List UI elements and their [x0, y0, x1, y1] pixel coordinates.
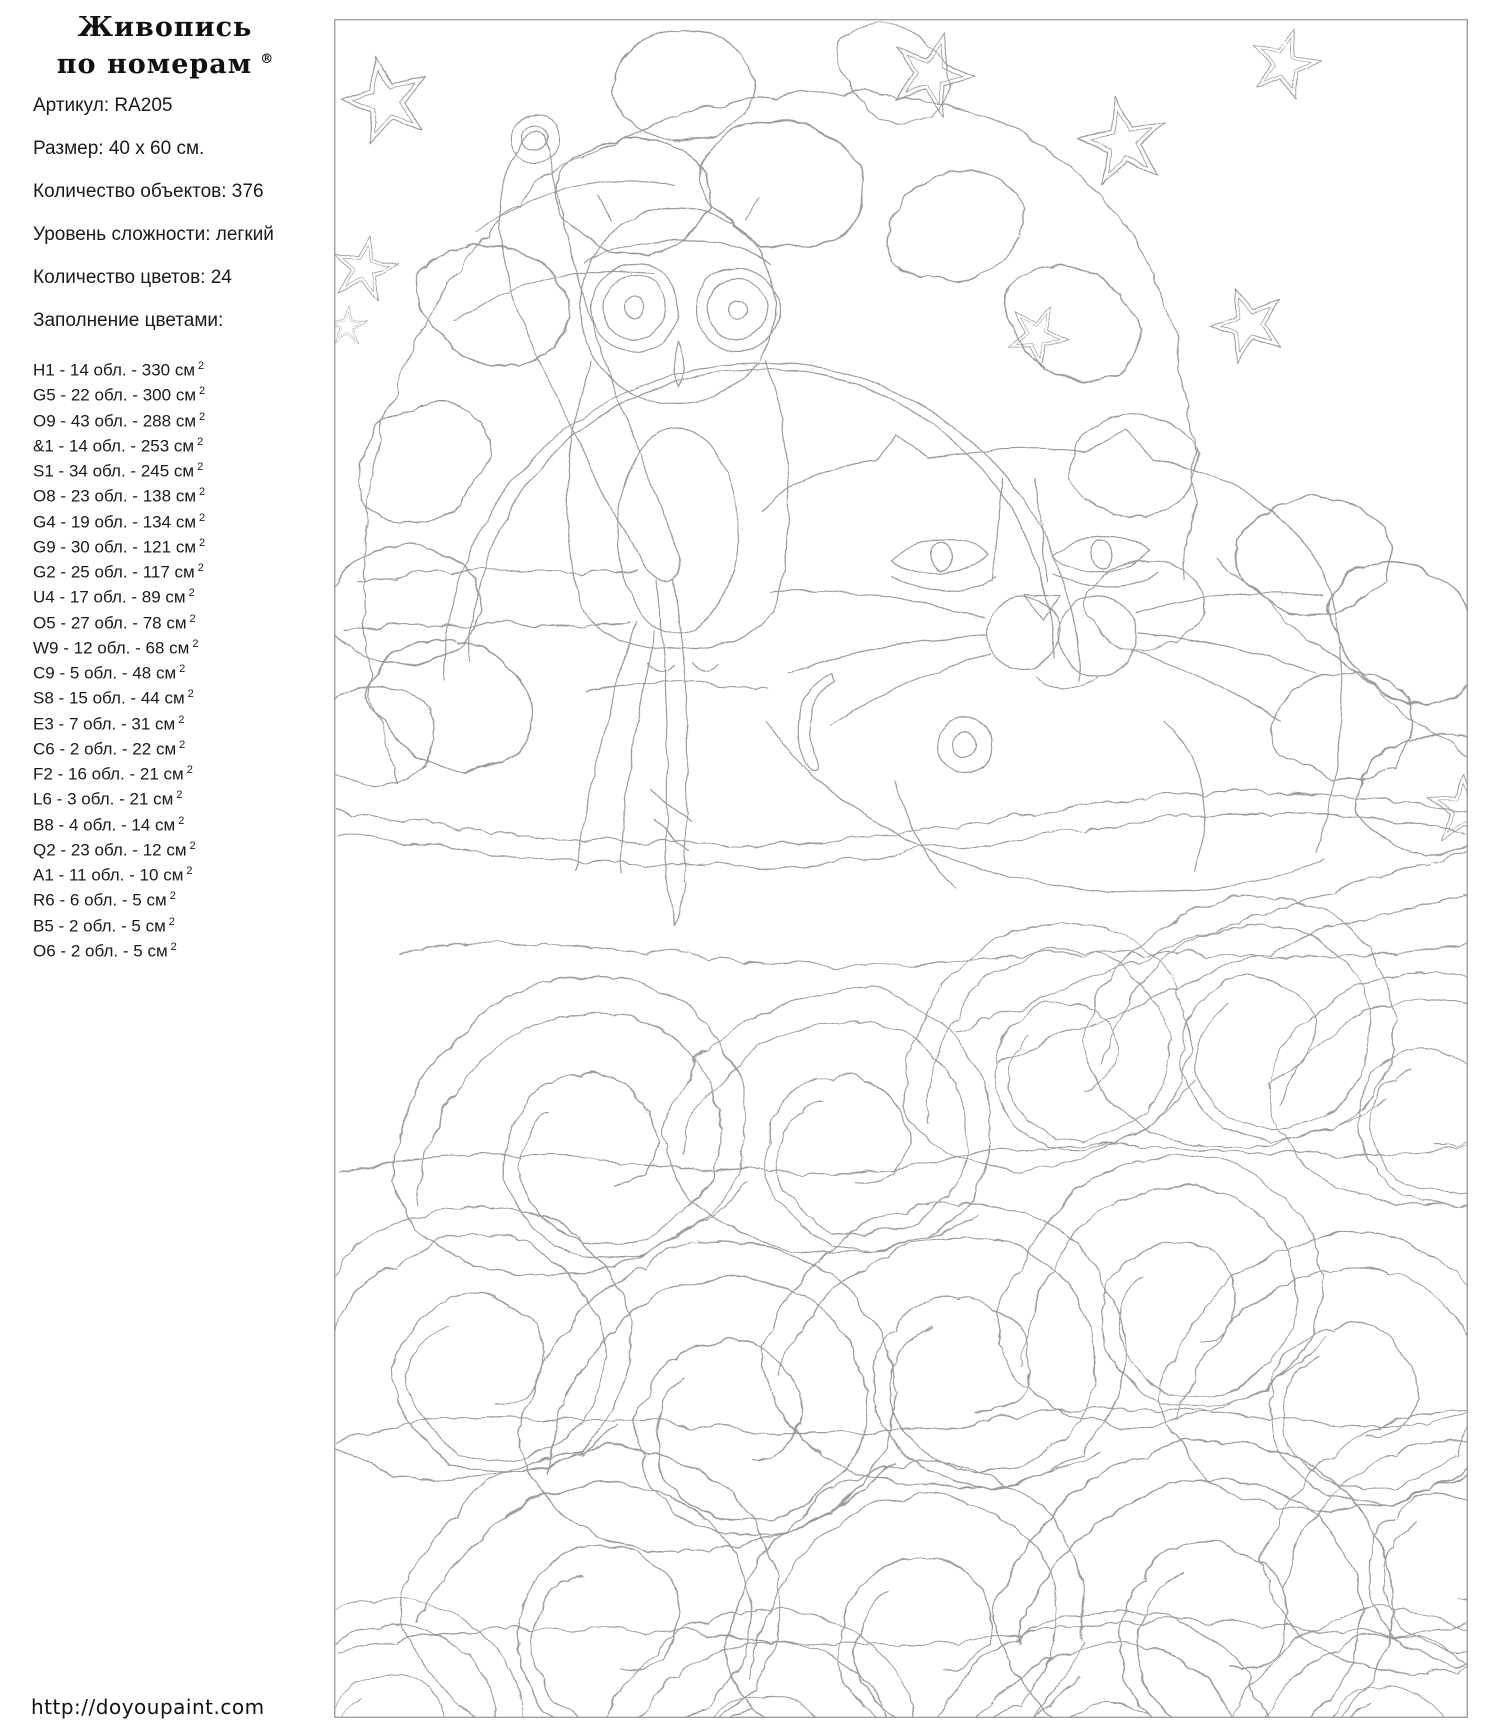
area-superscript: 2: [199, 385, 206, 398]
regions-unit: обл.: [91, 865, 125, 885]
separator: -: [58, 688, 65, 708]
area-superscript: 2: [188, 587, 195, 600]
product-objects-count: Количество объектов: 376: [33, 181, 264, 202]
separator: -: [132, 562, 138, 582]
regions-unit: обл.: [92, 461, 126, 481]
separator: -: [121, 739, 128, 759]
area-unit: см: [155, 739, 177, 759]
regions-unit: обл.: [84, 739, 118, 759]
color-list-item: [33, 710, 205, 735]
separator: -: [56, 789, 63, 809]
separator: -: [60, 486, 67, 506]
color-area-value: 117: [142, 562, 170, 582]
separator: -: [59, 890, 66, 910]
color-regions-count: 19: [70, 512, 90, 532]
regions-unit: обл.: [81, 789, 115, 809]
color-area-value: 22: [132, 739, 152, 759]
separator: -: [131, 360, 138, 380]
regions-unit: обл.: [94, 562, 128, 582]
area-superscript: 2: [197, 562, 204, 574]
area-superscript: 2: [199, 486, 206, 499]
color-area-value: 5: [132, 890, 142, 910]
area-unit: см: [147, 941, 168, 961]
color-regions-count: 14: [68, 436, 88, 456]
color-regions-count: 5: [69, 663, 80, 683]
separator: -: [60, 385, 67, 405]
color-code: A1: [33, 865, 54, 885]
regions-unit: обл.: [94, 512, 128, 532]
brand-logo: [55, 12, 275, 81]
area-superscript: 2: [176, 789, 183, 802]
color-code: L6: [33, 789, 52, 809]
separator: -: [63, 638, 69, 658]
separator: -: [60, 411, 67, 431]
owl-figure: [566, 195, 787, 871]
regions-unit: обл.: [94, 840, 128, 860]
color-code: C9: [33, 663, 55, 683]
area-superscript: 2: [170, 940, 177, 953]
color-list-item: [33, 508, 205, 533]
paint-by-numbers-outline: [334, 19, 1468, 1718]
color-code: C6: [33, 739, 55, 759]
separator: -: [58, 865, 65, 885]
separator: -: [120, 815, 127, 835]
regions-unit: обл.: [92, 436, 126, 456]
regions-unit: обл.: [94, 411, 128, 431]
color-list-item: [33, 760, 205, 785]
separator: -: [122, 941, 129, 961]
area-unit: см: [175, 385, 196, 405]
color-regions-count: 23: [70, 840, 90, 860]
color-regions-count: 2: [70, 941, 81, 961]
color-code: B5: [33, 916, 54, 936]
separator: -: [121, 890, 128, 910]
color-code: H1: [33, 360, 55, 380]
separator: -: [129, 764, 136, 784]
color-regions-count: 15: [68, 688, 88, 708]
area-unit: см: [155, 714, 176, 734]
color-code: G9: [33, 537, 56, 557]
color-area-value: 300: [142, 385, 172, 405]
color-regions-count: 4: [68, 815, 79, 835]
color-regions-count: 23: [70, 486, 90, 506]
regions-unit: обл.: [84, 663, 118, 683]
color-code: O8: [33, 486, 56, 506]
color-area-value: 21: [139, 764, 159, 784]
color-regions-count: 30: [70, 537, 90, 557]
area-unit: см: [175, 411, 196, 431]
regions-unit: обл.: [83, 815, 117, 835]
product-size: Размер: 40 x 60 см.: [33, 138, 205, 159]
regions-unit: обл.: [93, 587, 127, 607]
brand-logo-line2: [55, 44, 275, 81]
cat-figure: [762, 429, 1340, 892]
separator: -: [135, 638, 141, 658]
separator: -: [59, 739, 66, 759]
color-code: O5: [33, 613, 56, 633]
color-code: Q2: [33, 840, 56, 860]
color-regions-count: 27: [70, 613, 90, 633]
brand-logo-line1: Живопись: [77, 12, 253, 43]
area-unit: см: [153, 789, 174, 809]
area-superscript: 2: [199, 511, 206, 524]
separator: -: [58, 714, 65, 734]
color-list-item: [33, 482, 205, 507]
stars-group: [334, 19, 1468, 839]
color-regions-count: 34: [68, 461, 88, 481]
area-unit: см: [163, 764, 184, 784]
area-unit: см: [173, 461, 195, 481]
color-fill-heading: Заполнение цветами:: [33, 310, 224, 331]
area-unit: см: [169, 638, 190, 658]
area-unit: см: [163, 865, 184, 885]
color-list-item: [33, 937, 205, 962]
regions-unit: обл.: [83, 916, 117, 936]
color-code: W9: [33, 638, 59, 658]
separator: -: [59, 663, 66, 683]
color-code: S1: [33, 461, 54, 481]
area-unit: см: [146, 890, 167, 910]
color-area-value: 44: [140, 688, 160, 708]
color-list-item: [33, 684, 205, 709]
color-list-item: [33, 659, 205, 684]
area-superscript: 2: [178, 713, 185, 726]
area-superscript: 2: [187, 688, 194, 701]
color-code: S8: [33, 688, 54, 708]
area-unit: см: [174, 360, 196, 380]
color-area-value: 31: [131, 714, 151, 734]
area-unit: см: [166, 613, 187, 633]
color-list-item: [33, 356, 205, 381]
color-list-item: [33, 407, 205, 432]
regions-unit: обл.: [84, 890, 118, 910]
color-list-item: [33, 583, 205, 608]
color-code: B8: [33, 815, 54, 835]
regions-unit: обл.: [92, 688, 126, 708]
separator: -: [129, 865, 135, 885]
separator: -: [60, 537, 67, 557]
separator: -: [120, 714, 127, 734]
separator: -: [58, 815, 65, 835]
regions-unit: обл.: [83, 714, 117, 734]
area-superscript: 2: [186, 764, 193, 776]
color-area-value: 5: [131, 916, 141, 936]
color-area-value: 5: [133, 941, 143, 961]
separator: -: [132, 411, 138, 431]
separator: -: [132, 512, 138, 532]
safety-pin-figure: [498, 113, 690, 924]
separator: -: [58, 461, 65, 481]
area-superscript: 2: [198, 360, 205, 372]
color-code: G5: [33, 385, 56, 405]
separator: -: [131, 587, 138, 607]
color-list-item: [33, 861, 205, 886]
separator: -: [120, 916, 127, 936]
separator: -: [130, 461, 137, 481]
area-unit: см: [165, 587, 186, 607]
product-info: [33, 96, 274, 354]
color-list-item: [33, 381, 205, 406]
area-superscript: 2: [189, 839, 196, 852]
area-superscript: 2: [199, 536, 206, 549]
regions-unit: обл.: [93, 360, 127, 380]
separator: -: [57, 764, 64, 784]
area-unit: см: [145, 916, 166, 936]
color-list-item: [33, 836, 205, 861]
color-fill-list: [33, 356, 205, 962]
color-regions-count: 22: [70, 385, 90, 405]
color-list-item: [33, 735, 205, 760]
product-article: Артикул: RA205: [33, 95, 173, 116]
color-regions-count: 16: [67, 764, 87, 784]
separator: -: [60, 613, 67, 633]
website-url: http://doyoupaint.com: [31, 1695, 265, 1719]
area-superscript: 2: [199, 410, 206, 423]
separator: -: [130, 436, 137, 456]
color-code: F2: [33, 764, 53, 784]
color-code: G2: [33, 562, 56, 582]
color-regions-count: 6: [69, 890, 80, 910]
area-unit: см: [164, 688, 185, 708]
area-superscript: 2: [168, 915, 175, 928]
area-superscript: 2: [186, 865, 193, 877]
color-regions-count: 43: [70, 411, 90, 431]
color-list-item: [33, 634, 205, 659]
color-area-value: 10: [139, 865, 159, 885]
separator: -: [121, 663, 128, 683]
area-superscript: 2: [192, 637, 199, 650]
color-area-value: 138: [142, 486, 172, 506]
area-superscript: 2: [197, 435, 204, 448]
color-regions-count: 2: [68, 916, 79, 936]
separator: -: [58, 916, 65, 936]
color-regions-count: 11: [68, 865, 87, 885]
color-regions-count: 14: [69, 360, 89, 380]
color-regions-count: 3: [67, 789, 77, 809]
separator: -: [132, 537, 138, 557]
regions-unit: обл.: [85, 941, 119, 961]
canvas-border: [335, 20, 1468, 1718]
area-unit: см: [175, 537, 196, 557]
color-area-value: 245: [140, 461, 170, 481]
regions-unit: обл.: [94, 613, 128, 633]
regions-unit: обл.: [94, 486, 128, 506]
color-regions-count: 2: [69, 739, 80, 759]
color-regions-count: 12: [73, 638, 93, 658]
area-unit: см: [155, 663, 177, 683]
color-area-value: 134: [142, 512, 172, 532]
separator: -: [132, 840, 138, 860]
color-list-item: [33, 457, 205, 482]
regions-unit: обл.: [94, 385, 128, 405]
color-area-value: 78: [142, 613, 162, 633]
area-superscript: 2: [197, 461, 204, 473]
color-code: O9: [33, 411, 56, 431]
color-list-item: [33, 432, 205, 457]
color-area-value: 14: [131, 815, 151, 835]
area-superscript: 2: [169, 890, 176, 903]
brand-logo-line2-text: по номерам: [56, 49, 253, 80]
color-list-item: [33, 558, 205, 583]
separator: -: [60, 941, 67, 961]
separator: -: [132, 486, 138, 506]
color-regions-count: 25: [70, 562, 90, 582]
area-unit: см: [166, 840, 187, 860]
separator: -: [60, 512, 67, 532]
paint-canvas-preview: [334, 19, 1468, 1718]
waves-group: [334, 849, 1468, 1718]
area-unit: см: [155, 815, 176, 835]
color-code: U4: [33, 587, 55, 607]
color-list-item: [33, 785, 205, 810]
color-area-value: 121: [142, 537, 172, 557]
area-superscript: 2: [189, 612, 196, 625]
color-code: G4: [33, 512, 56, 532]
color-code: E3: [33, 714, 54, 734]
registered-mark: ®: [260, 52, 274, 67]
area-superscript: 2: [179, 738, 186, 751]
color-list-item: [33, 886, 205, 911]
color-code: O6: [33, 941, 56, 961]
color-code: &1: [33, 436, 54, 456]
area-unit: см: [174, 562, 195, 582]
color-regions-count: 17: [69, 587, 89, 607]
product-colors-count: Количество цветов: 24: [33, 267, 232, 288]
area-superscript: 2: [178, 814, 185, 827]
branch-lines: [334, 681, 1468, 864]
separator: -: [58, 436, 65, 456]
color-regions-count: 7: [68, 714, 79, 734]
color-list-item: [33, 912, 205, 937]
color-area-value: 288: [142, 411, 172, 431]
color-area-value: 89: [141, 587, 161, 607]
separator: -: [60, 562, 67, 582]
product-difficulty: Уровень сложности: легкий: [33, 224, 274, 245]
regions-unit: обл.: [97, 638, 131, 658]
regions-unit: обл.: [94, 537, 128, 557]
color-list-item: [33, 533, 205, 558]
area-unit: см: [175, 486, 196, 506]
color-code: R6: [33, 890, 55, 910]
area-unit: см: [173, 436, 195, 456]
color-area-value: 253: [140, 436, 170, 456]
separator: -: [59, 587, 66, 607]
separator: -: [119, 789, 125, 809]
color-list-item: [33, 609, 205, 634]
color-list-item: [33, 811, 205, 836]
color-area-value: 68: [145, 638, 165, 658]
color-area-value: 12: [142, 840, 162, 860]
regions-unit: обл.: [91, 764, 125, 784]
color-area-value: 21: [129, 789, 149, 809]
area-unit: см: [175, 512, 196, 532]
separator: -: [132, 613, 138, 633]
color-area-value: 48: [132, 663, 152, 683]
separator: -: [60, 840, 67, 860]
separator: -: [132, 385, 138, 405]
separator: -: [59, 360, 66, 380]
separator: -: [130, 688, 137, 708]
foliage-wreath: [334, 19, 1468, 850]
area-superscript: 2: [179, 663, 186, 675]
color-area-value: 330: [141, 360, 171, 380]
